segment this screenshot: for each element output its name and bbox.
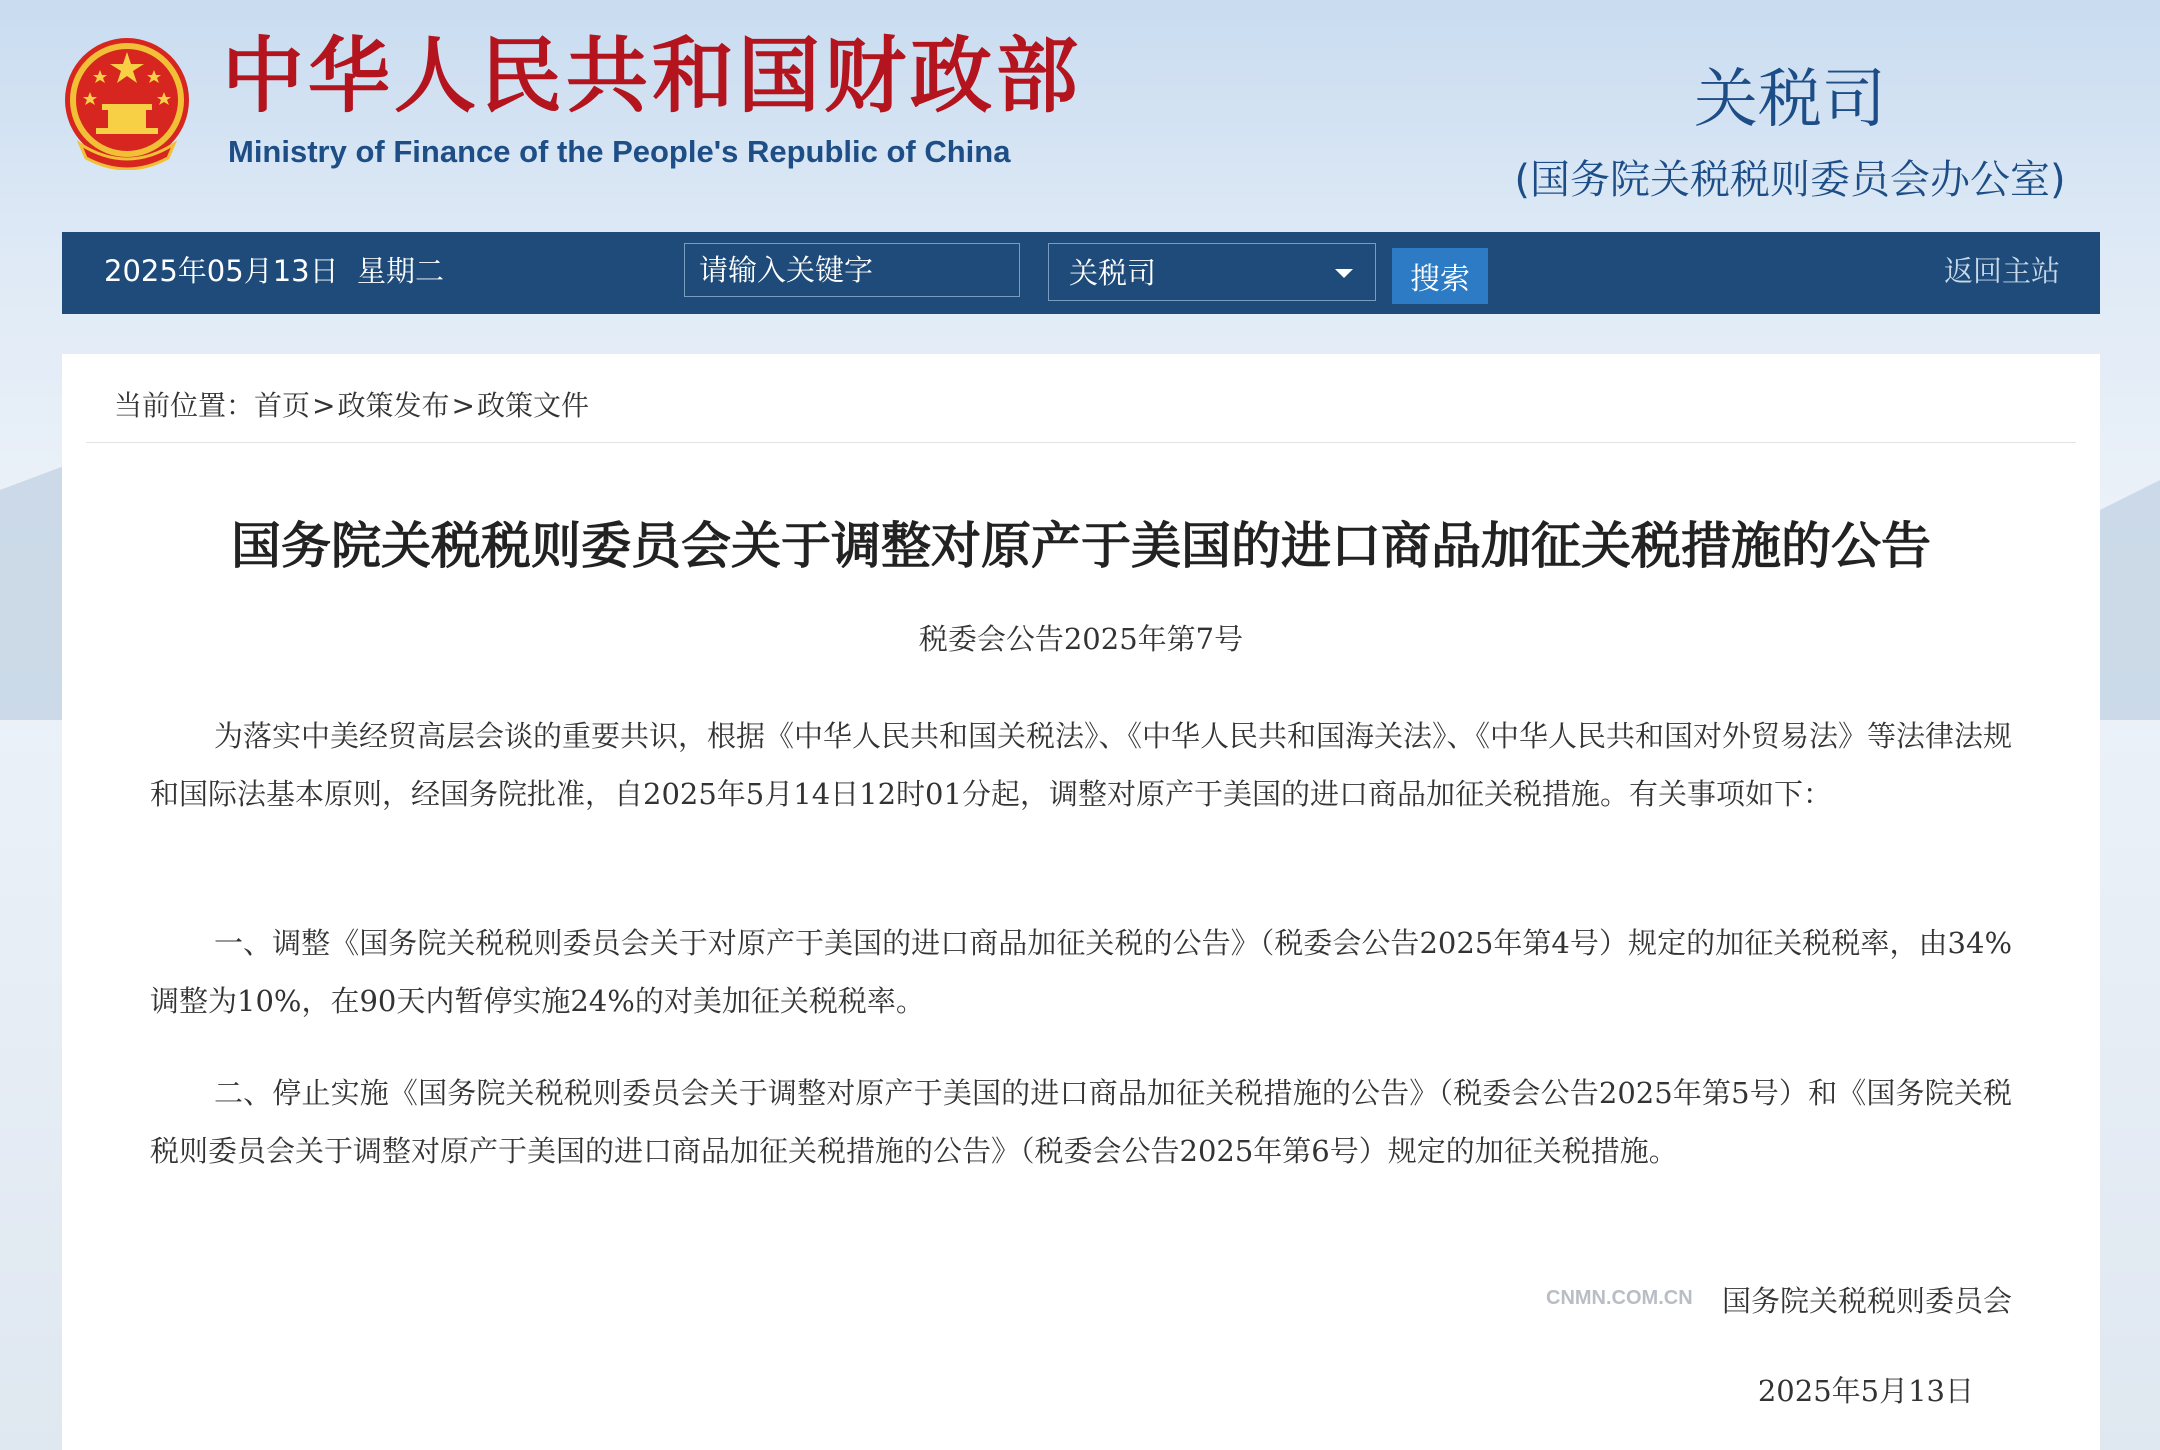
signature-date: 2025年5月13日 xyxy=(1757,1374,1974,1408)
search-button[interactable]: 搜索 xyxy=(1392,248,1488,304)
breadcrumb xyxy=(114,388,589,424)
content-panel xyxy=(62,354,2100,1450)
watermark: CNMN.COM.CN xyxy=(1546,1287,1693,1309)
department-subtitle: (国务院关税税则委员会办公室) xyxy=(1514,157,2066,203)
document-number: 税委会公告2025年第7号 xyxy=(918,622,1244,656)
department-name: 关税司 xyxy=(1694,63,1886,137)
national-emblem-icon xyxy=(60,34,194,170)
weekday-text: 星期二 xyxy=(357,254,445,288)
search-scope-select[interactable] xyxy=(1048,243,1376,301)
breadcrumb-separator: > xyxy=(451,389,475,422)
site-title-en: Ministry of Finance of the People's Republic of China xyxy=(228,134,1011,169)
breadcrumb-link-policy-documents[interactable]: 政策文件 xyxy=(476,389,589,422)
breadcrumb-link-policy-release[interactable]: 政策发布 xyxy=(337,389,450,422)
search-box xyxy=(684,243,1020,297)
article-paragraph-1: 为落实中美经贸高层会谈的重要共识，根据《中华人民共和国关税法》、《中华人民共和国海关法》、《中华人民共和国对外贸易法》等法律法规和国际法基本原则，经国务院批准，自2025年5月14日12时01分起，调整对原产于美国的进口商品加征关税措施。有关事项如下： xyxy=(150,719,2013,811)
top-navbar xyxy=(62,232,2100,314)
search-input[interactable] xyxy=(685,244,1019,296)
breadcrumb-separator: > xyxy=(312,389,336,422)
site-header xyxy=(0,0,2160,232)
article-paragraph-3: 二、停止实施《国务院关税税则委员会关于调整对原产于美国的进口商品加征关税措施的公告》（税委会公告2025年第5号）和《国务院关税税则委员会关于调整对原产于美国的进口商品加征关税措施的公告》（税委会公告2025年第6号）规定的加征关税措施。 xyxy=(150,1076,2012,1168)
article-title: 国务院关税税则委员会关于调整对原产于美国的进口商品加征关税措施的公告 xyxy=(231,517,1931,575)
date-text: 2025年05月13日 xyxy=(104,254,339,288)
chevron-down-icon xyxy=(1335,269,1353,278)
return-home-link[interactable]: 返回主站 xyxy=(1943,254,2060,288)
search-scope-value: 关税司 xyxy=(1069,256,1157,290)
article-paragraph-2: 一、调整《国务院关税税则委员会关于对原产于美国的进口商品加征关税的公告》（税委会公告2025年第4号）规定的加征关税税率，由34%调整为10%，在90天内暂停实施24%的对美加征关税税率。 xyxy=(150,926,2012,1018)
signature-organization: 国务院关税税则委员会 xyxy=(1721,1284,2012,1318)
site-title-cn: 中华人民共和国财政部 xyxy=(222,29,1083,124)
current-date xyxy=(104,254,444,289)
breadcrumb-link-home[interactable]: 首页 xyxy=(254,389,311,422)
breadcrumb-prefix: 当前位置： xyxy=(114,389,255,422)
divider xyxy=(86,442,2076,443)
